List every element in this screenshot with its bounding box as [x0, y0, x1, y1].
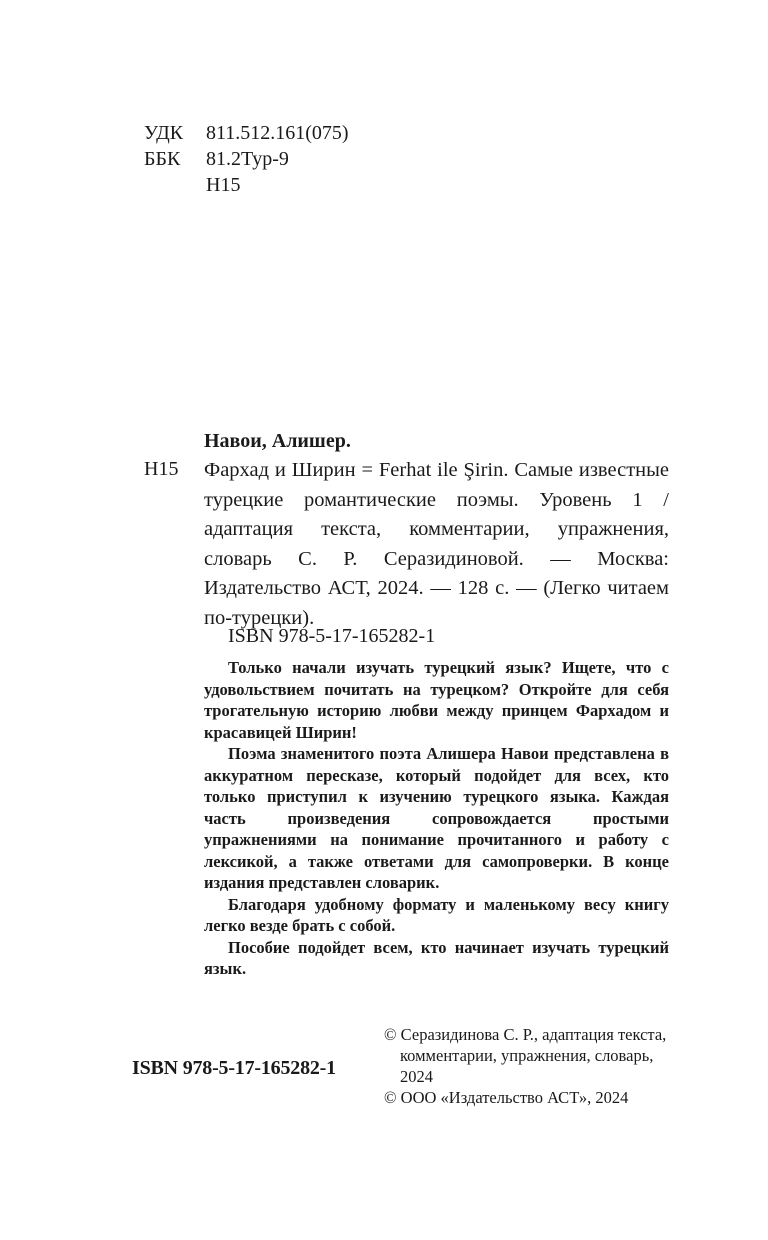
copyright-line: © ООО «Издательство АСТ», 2024 — [384, 1088, 629, 1107]
bbk-line — [144, 146, 349, 172]
isbn-bottom: ISBN 978-5-17-165282-1 — [132, 1057, 336, 1079]
annotation-paragraph: Пособие подойдет всем, кто начинает изучать турецкий язык. — [204, 937, 669, 978]
annotation-paragraph: Благодаря удобному формату и маленькому весу книгу легко везде брать с собой. — [204, 894, 669, 935]
bbk-value: 81.2Тур-9 — [206, 148, 289, 170]
copyright-block — [384, 1024, 684, 1108]
annotation — [204, 657, 669, 980]
author-heading: Навои, Алишер. — [204, 430, 351, 452]
udk-value: 811.512.161(075) — [206, 122, 349, 144]
annotation-paragraph: Только начали изучать турецкий язык? Ищете, что с удовольствием почитать на турецком? Откройте для себя трогательную историю любви между принцем Фархадом и красавицей Ширин! — [204, 658, 669, 742]
author-mark-line — [144, 172, 349, 198]
author-mark: Н15 — [206, 174, 241, 196]
bib-description: Фархад и Ширин = Ferhat ile Şirin. Самые известные турецкие романтические поэмы. Уровень 1 / адаптация текста, комментарии, упражнения, словарь С. Р. Серазидиновой. — Москва: Издательство АСТ, 2024. — 128 с. — (Легко читаем по-турецки). — [204, 459, 669, 629]
bib-number: Н15 — [144, 458, 179, 480]
copyright-line: © Серазидинова С. Р., адаптация текста, — [384, 1025, 667, 1044]
udk-label: УДК — [144, 122, 184, 144]
bbk-label: ББК — [144, 148, 181, 170]
udk-line — [144, 120, 349, 146]
classification-block — [144, 120, 349, 198]
annotation-paragraph: Поэма знаменитого поэта Алишера Навои представлена в аккуратном пересказе, который подойдет для всех, кто только приступил к изучению турецкого языка. Каждая часть произведения сопровождается простыми упражнениями на понимание прочитанного и работу с лексикой, а также ответами для самопроверки. В конце издания представлен словарик. — [204, 744, 669, 892]
isbn-line: ISBN 978-5-17-165282-1 — [228, 625, 436, 647]
copyright-line: комментарии, упражнения, словарь, 2024 — [400, 1046, 654, 1086]
